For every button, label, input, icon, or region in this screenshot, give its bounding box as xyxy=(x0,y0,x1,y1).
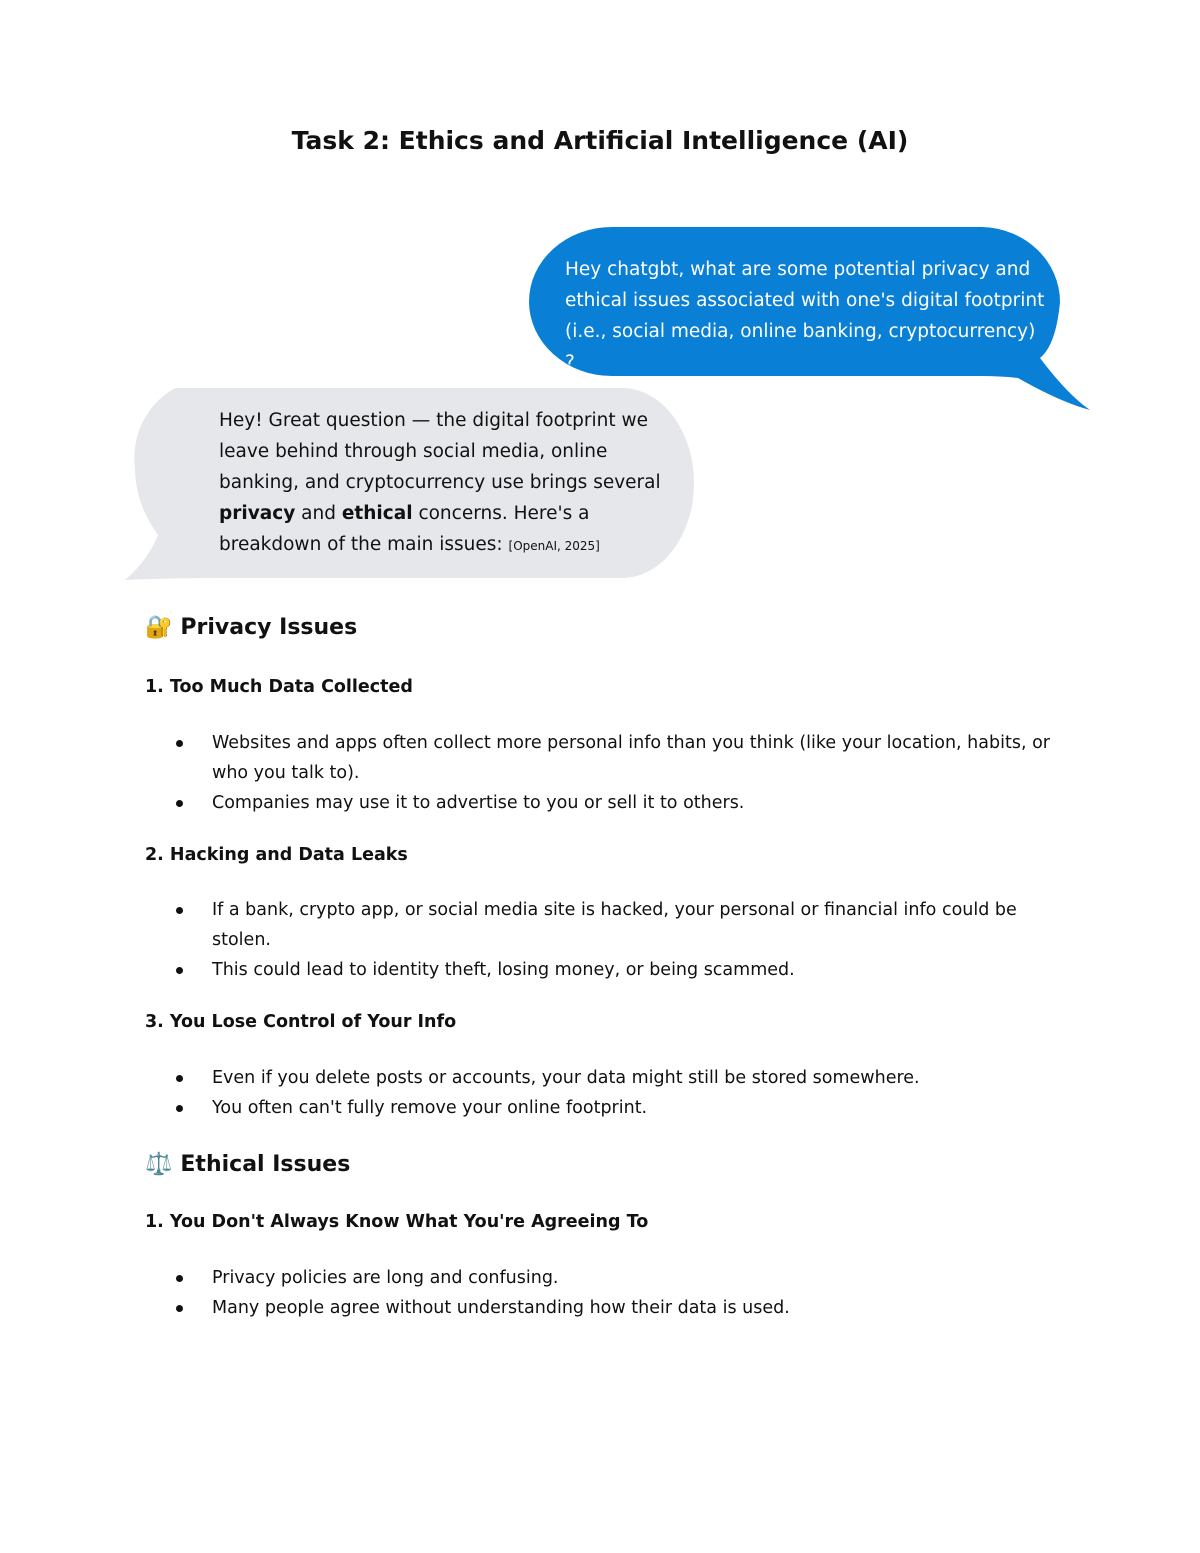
list-item-text: You often can't fully remove your online footprint. xyxy=(212,1098,648,1118)
ethical-heading xyxy=(145,1152,350,1177)
list-item xyxy=(140,1293,1070,1323)
lock-with-key-icon: 🔐 xyxy=(145,614,173,640)
list-item xyxy=(140,788,1070,818)
bullet-icon xyxy=(176,1305,183,1312)
bullet-icon xyxy=(176,1275,183,1282)
subheading-data-collected: 1. Too Much Data Collected xyxy=(145,677,413,697)
list-item xyxy=(140,1063,1070,1093)
bullet-icon xyxy=(176,907,183,914)
list-item-text: Websites and apps often collect more personal info than you think (like your location, habits, or who you talk to). xyxy=(212,733,1050,783)
bullet-icon xyxy=(176,1105,183,1112)
user-message-text: Hey chatgbt, what are some potential privacy and ethical issues associated with one's digital footprint (i.e., social media, online banking, cryptocurrency) ? xyxy=(565,259,1045,373)
balance-scale-icon: ⚖️ xyxy=(145,1151,173,1177)
bullet-list xyxy=(140,1063,1070,1123)
list-item-text: Privacy policies are long and confusing. xyxy=(212,1268,559,1288)
bullet-list xyxy=(140,895,1070,985)
assistant-bold-ethical: ethical xyxy=(341,503,413,524)
page-title: Task 2: Ethics and Artificial Intelligence (AI) xyxy=(291,126,909,155)
assistant-bold-privacy: privacy xyxy=(219,503,296,524)
subheading-hacking: 2. Hacking and Data Leaks xyxy=(145,845,408,865)
citation: [OpenAI, 2025] xyxy=(508,539,600,553)
list-item xyxy=(140,955,1070,985)
list-item xyxy=(140,1263,1070,1293)
subheading-lose-control: 3. You Lose Control of Your Info xyxy=(145,1012,457,1032)
bullet-icon xyxy=(176,740,183,747)
list-item xyxy=(140,895,1070,955)
assistant-intro: Hey! Great question — the digital footprint we leave behind through social media, online banking, and cryptocurrency use brings several xyxy=(219,410,661,493)
privacy-heading xyxy=(145,615,357,640)
list-item-text: If a bank, crypto app, or social media site is hacked, your personal or financial info could be stolen. xyxy=(212,900,1017,950)
list-item xyxy=(140,1093,1070,1123)
bullet-icon xyxy=(176,967,183,974)
bullet-icon xyxy=(176,800,183,807)
assistant-message-text xyxy=(219,405,664,562)
bullet-list xyxy=(140,728,1070,818)
list-item-text: Many people agree without understanding how their data is used. xyxy=(212,1298,790,1318)
bullet-list xyxy=(140,1263,1070,1323)
list-item-text: This could lead to identity theft, losing money, or being scammed. xyxy=(212,960,795,980)
ethical-heading-label: Ethical Issues xyxy=(180,1152,351,1177)
assistant-and: and xyxy=(295,503,342,524)
list-item-text: Even if you delete posts or accounts, your data might still be stored somewhere. xyxy=(212,1068,920,1088)
list-item-text: Companies may use it to advertise to you or sell it to others. xyxy=(212,793,745,813)
privacy-heading-label: Privacy Issues xyxy=(180,615,358,640)
bullet-icon xyxy=(176,1075,183,1082)
assistant-rest: concerns. Here's a breakdown of the main issues: xyxy=(219,503,590,555)
list-item xyxy=(140,728,1070,788)
subheading-agreeing: 1. You Don't Always Know What You're Agreeing To xyxy=(145,1212,649,1232)
